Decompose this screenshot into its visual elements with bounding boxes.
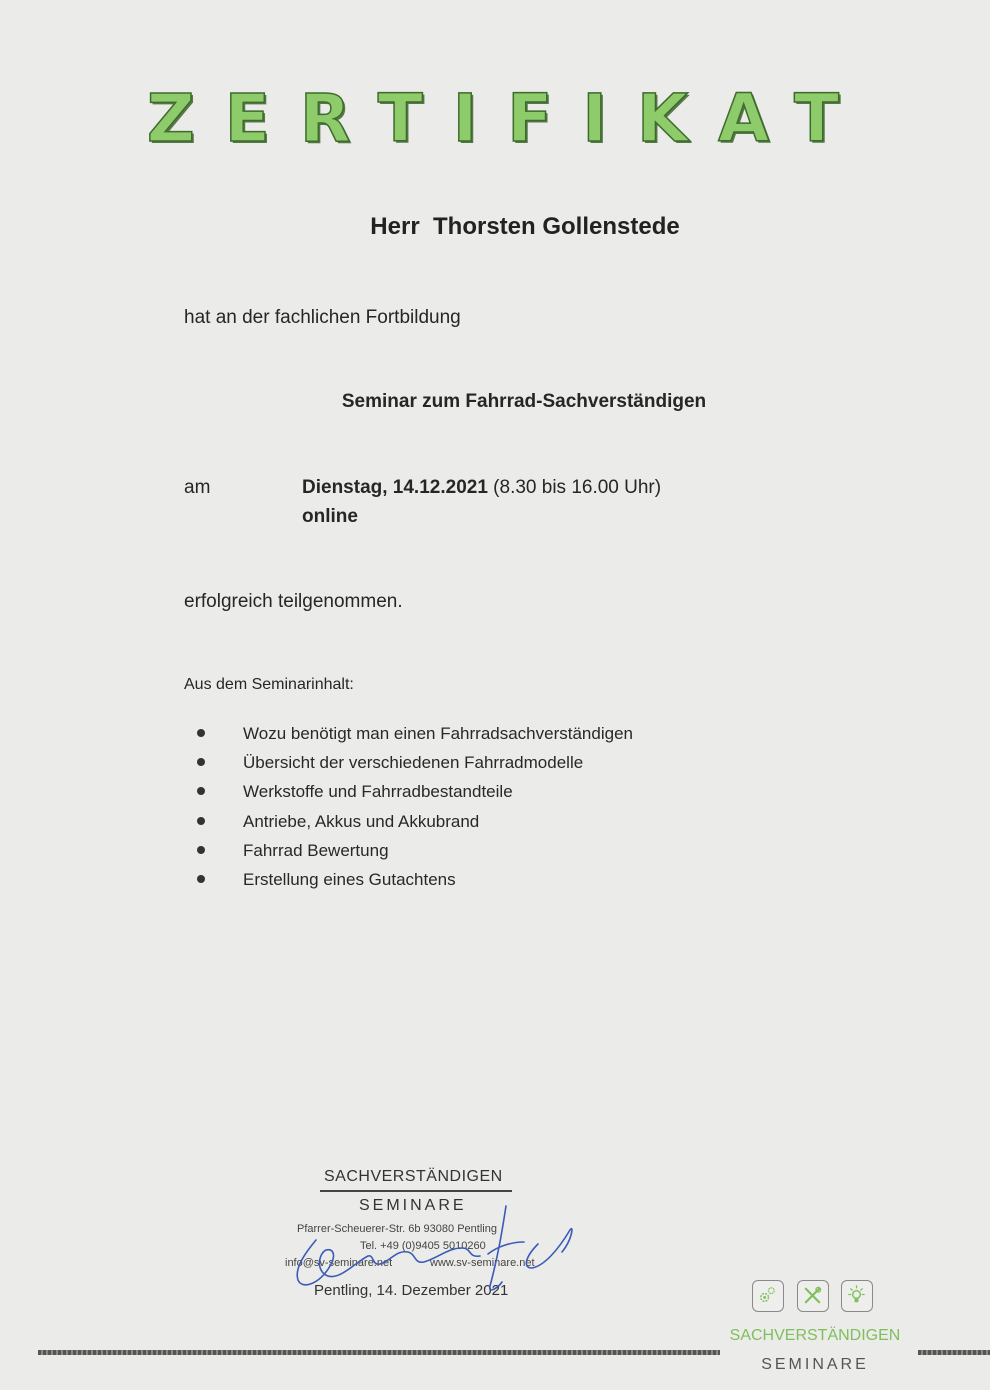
stamp-divider bbox=[320, 1190, 512, 1192]
topic-text: Wozu benötigt man einen Fahrradsachverständigen bbox=[243, 724, 633, 743]
topic-text: Fahrrad Bewertung bbox=[243, 840, 389, 860]
logo-company-subtitle: SEMINARE bbox=[761, 1356, 869, 1373]
tools-icon bbox=[797, 1280, 829, 1312]
bullet-icon bbox=[197, 787, 205, 795]
time-range: (8.30 bis 16.00 Uhr) bbox=[487, 477, 662, 498]
contents-heading: Aus dem Seminarinhalt: bbox=[184, 676, 354, 693]
bullet-icon bbox=[197, 846, 205, 854]
footer-divider-right bbox=[918, 1350, 990, 1355]
date-label: am bbox=[184, 477, 211, 498]
topic-text: Werkstoffe und Fahrradbestandteile bbox=[243, 782, 513, 802]
stamp-company-name: SACHVERSTÄNDIGEN bbox=[324, 1168, 503, 1185]
stamp-company-subtitle: SEMINARE bbox=[359, 1197, 467, 1214]
stamp-website: www.sv-seminare.net bbox=[430, 1257, 535, 1269]
intro-text: hat an der fachlichen Fortbildung bbox=[184, 307, 461, 328]
footer-divider bbox=[38, 1350, 720, 1355]
date-line bbox=[302, 477, 661, 499]
place-and-date: Pentling, 14. Dezember 2021 bbox=[314, 1282, 509, 1299]
stamp-address: Pfarrer-Scheuerer-Str. 6b 93080 Pentling bbox=[297, 1223, 497, 1235]
seminar-name: Seminar zum Fahrrad-Sachverständigen bbox=[341, 391, 707, 412]
bullet-icon bbox=[197, 875, 205, 883]
stamp-email: info@sv-seminare.net bbox=[285, 1257, 393, 1269]
bullet-icon bbox=[197, 758, 205, 766]
certificate-title: ZERTIFIKAT bbox=[146, 80, 870, 157]
date-value: Dienstag, 14.12.2021 bbox=[302, 477, 488, 498]
recipient-name: Herr Thorsten Gollenstede bbox=[370, 213, 680, 240]
bullet-icon bbox=[197, 729, 205, 737]
gears-icon bbox=[752, 1280, 784, 1312]
signature-icon bbox=[276, 1196, 596, 1306]
logo-company-name: SACHVERSTÄNDIGEN bbox=[729, 1327, 901, 1344]
topic-text: Antriebe, Akkus und Akkubrand bbox=[243, 811, 480, 831]
format-label: online bbox=[302, 506, 358, 527]
stamp-phone: Tel. +49 (0)9405 5010260 bbox=[360, 1240, 486, 1252]
topic-text: Erstellung eines Gutachtens bbox=[243, 869, 456, 889]
bullet-icon bbox=[197, 817, 205, 825]
topic-text: Übersicht der verschiedenen Fahrradmodelle bbox=[243, 753, 584, 773]
lightbulb-icon bbox=[841, 1280, 873, 1312]
completion-text: erfolgreich teilgenommen. bbox=[184, 591, 403, 612]
